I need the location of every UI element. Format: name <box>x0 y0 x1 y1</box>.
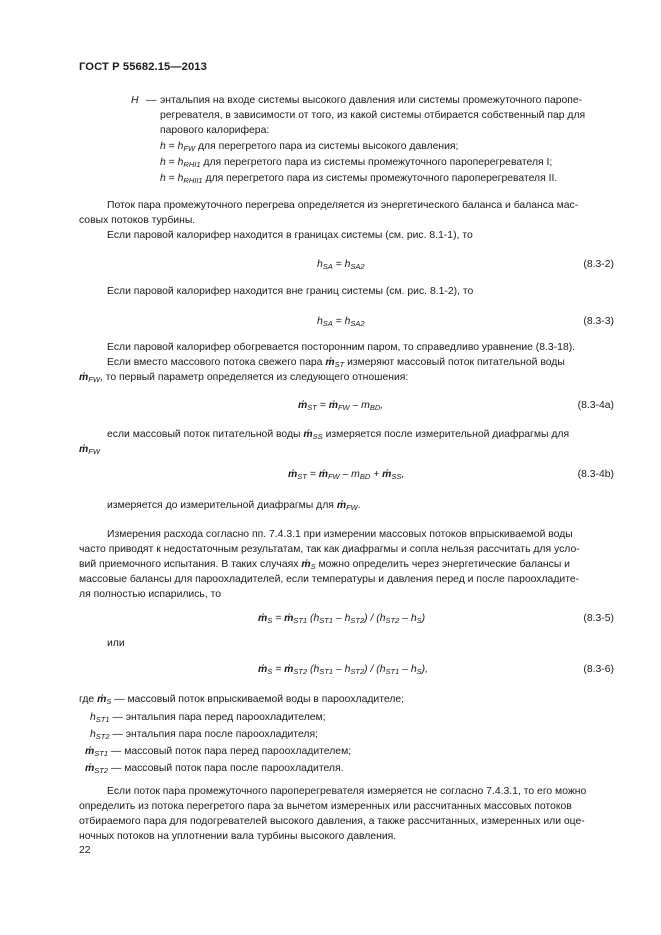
para2: Если паровой калорифер находится в границах системы (см. рис. 8.1-1), то <box>107 230 473 241</box>
equation-8-3-2: $h_{SA} = h_{SA2}$ <box>317 259 365 271</box>
legend-item-mst2: ṁ$_{ST2}$ — массовый поток пара после пароохладителя. <box>85 763 344 775</box>
para8-line3: вий приемочного испытания. В таких случаях ṁ$_S$ можно определить через энергетические балансы и <box>79 559 570 571</box>
para1-line1: Поток пара промежуточного перегрева определяется из энергетического баланса и баланса мас- <box>107 200 579 211</box>
def-h-text1: энтальпия на входе системы высокого давления или системы промежуточного паропе- <box>160 95 583 106</box>
para9-line4: ночных потоков на уплотнении вала турбины высокого давления. <box>79 831 397 842</box>
equation-8-3-5: ṁ$_S$ = ṁ$_{ST1}$ $(h_{ST1} - h_{ST2}) / (h_{ST2} - h_S)$ <box>258 613 426 625</box>
equation-8-3-4b: ṁ$_{ST}$ = ṁ$_{FW}$ – $m_{BD}$ + ṁ$_{SS}$, <box>288 469 405 481</box>
para6-line1: если массовый поток питательной воды ṁ$_{SS}$ измеряется после измерительной диафрагмы для <box>107 429 570 441</box>
para1-line2: совых потоков турбины. <box>79 215 196 226</box>
equation-8-3-4a: ṁ$_{ST}$ = ṁ$_{FW}$ – $m_{BD}$, <box>298 400 384 412</box>
para4: Если паровой калорифер обогревается посторонним паром, то справедливо уравнение (8.3-18). <box>107 342 576 353</box>
def-h-dash: — <box>146 95 157 106</box>
legend-item-hst2: $h_{ST2}$ — энтальпия пара после пароохладителя; <box>90 729 318 741</box>
para5-line1: Если вместо массового потока свежего пара ṁ$_{ST}$ измеряют массовый поток питательной воды <box>107 357 565 369</box>
def-h-text3: парового калорифера: <box>160 125 270 136</box>
para5-line2: ṁ$_{FW}$, то первый параметр определяется из следующего отношения: <box>79 372 409 384</box>
page-number: 22 <box>79 845 91 856</box>
para9-line2: определить из потока перегретого пара за вычетом измеренных или рассчитанных массовых потоков <box>79 801 572 812</box>
para3: Если паровой калорифер находится вне границ системы (см. рис. 8.1-2), то <box>107 286 474 297</box>
def-h-case2: $h = h_{RHI1}$ для перегретого пара из системы промежуточного пароперегревателя I; <box>160 157 553 169</box>
document-header: ГОСТ Р 55682.15—2013 <box>79 61 207 73</box>
para9-line3: отбираемого пара для подогревателей высокого давления, а также рассчитанных, измеренных или оце- <box>79 816 585 827</box>
def-h-text2: регревателя, в зависимости от того, из какой системы отбирается собственный пар для <box>160 110 586 121</box>
equation-number-8-3-2: (8.3-2) <box>583 259 614 270</box>
equation-8-3-3: $h_{SA} = h_{SA2}$ <box>317 316 365 328</box>
para8-line2: часто приводят к недостаточным результатам, так как диафрагмы и сопла нельзя рассчитать для усло- <box>79 544 580 555</box>
legend-item-mst1: ṁ$_{ST1}$ — массовый поток пара перед пароохладителем; <box>85 746 352 758</box>
def-h-case3: $h = h_{RHII1}$ для перегретого пара из системы промежуточного пароперегревателя II. <box>160 173 558 185</box>
equation-8-3-6: ṁ$_S$ = ṁ$_{ST2}$ $(h_{ST1} - h_{ST2}) / (h_{ST1} - h_S)$, <box>258 664 428 676</box>
legend-item-ms: где ṁ$_S$ — массовый поток впрыскиваемой воды в пароохладителе; <box>79 694 405 706</box>
para9-line1: Если поток пара промежуточного пароперегревателя измеряется не согласно 7.4.3.1, то его можно <box>107 786 587 797</box>
para6-line2: ṁ$_{FW}$ <box>79 444 100 456</box>
para8-line5: ля полностью испарились, то <box>79 589 222 600</box>
def-h-case1: $h = h_{FW}$ для перегретого пара из системы высокого давления; <box>160 141 459 153</box>
equation-number-8-3-3: (8.3-3) <box>583 316 614 327</box>
equation-number-8-3-4b: (8.3-4b) <box>577 469 614 480</box>
para8-line1: Измерения расхода согласно пп. 7.4.3.1 при измерении массовых потоков впрыскиваемой воды <box>107 529 573 540</box>
equation-number-8-3-5: (8.3-5) <box>583 613 614 624</box>
legend-item-hst1: $h_{ST1}$ — энтальпия пара перед пароохладителем; <box>90 712 326 724</box>
def-h-symbol: H <box>131 95 139 106</box>
para7: измеряется до измерительной диафрагмы для ṁ$_{FW}$. <box>107 500 361 512</box>
para8-line4: массовые балансы для пароохладителей, если температуры и давления перед и после пароохладите- <box>79 574 580 585</box>
or-text: или <box>107 638 125 649</box>
equation-number-8-3-4a: (8.3-4a) <box>577 400 614 411</box>
equation-number-8-3-6: (8.3-6) <box>583 664 614 675</box>
